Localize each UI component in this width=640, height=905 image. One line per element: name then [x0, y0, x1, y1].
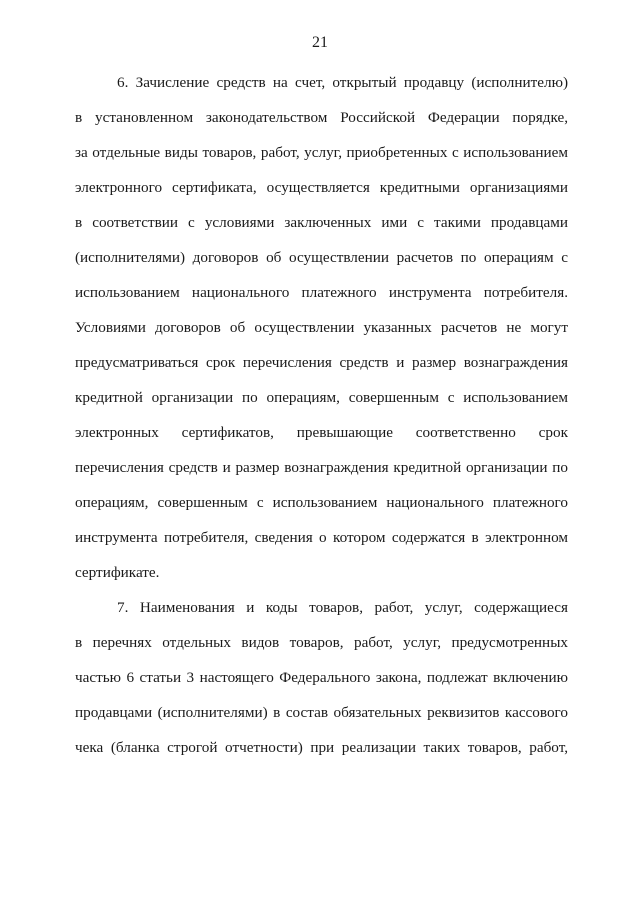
paragraph-6-line: в соответствии с условиями заключенных ими с такими продавцами [75, 214, 568, 231]
paragraph-6-line: Условиями договоров об осуществлении указанных расчетов не могут [75, 319, 568, 336]
paragraph-7-line: 7. Наименования и коды товаров, работ, услуг, содержащиеся [117, 599, 568, 616]
paragraph-7-line: частью 6 статьи 3 настоящего Федерального закона, подлежат включению [75, 669, 568, 686]
paragraph-7-line: продавцами (исполнителями) в состав обязательных реквизитов кассового [75, 704, 568, 721]
paragraph-6-line: (исполнителями) договоров об осуществлении расчетов по операциям с [75, 249, 568, 266]
paragraph-6-line: использованием национального платежного инструмента потребителя. [75, 284, 568, 301]
page-number: 21 [312, 34, 328, 51]
paragraph-6-line: за отдельные виды товаров, работ, услуг, приобретенных с использованием [75, 144, 568, 161]
paragraph-6-line: электронного сертификата, осуществляется кредитными организациями [75, 179, 568, 196]
paragraph-7-line: чека (бланка строгой отчетности) при реализации таких товаров, работ, [75, 739, 568, 756]
paragraph-6-line: 6. Зачисление средств на счет, открытый продавцу (исполнителю) [117, 74, 568, 91]
paragraph-7-line: в перечнях отдельных видов товаров, работ, услуг, предусмотренных [75, 634, 568, 651]
paragraph-6-line: сертификате. [75, 564, 160, 581]
paragraph-6-line: операциям, совершенным с использованием национального платежного [75, 494, 568, 511]
paragraph-6-line: в установленном законодательством Российской Федерации порядке, [75, 109, 568, 126]
paragraph-6-line: кредитной организации по операциям, совершенным с использованием [75, 389, 568, 406]
paragraph-6-line: инструмента потребителя, сведения о котором содержатся в электронном [75, 529, 568, 546]
paragraph-6-line: предусматриваться срок перечисления средств и размер вознаграждения [75, 354, 568, 371]
paragraph-6-line: электронных сертификатов, превышающие соответственно срок [75, 424, 568, 441]
paragraph-6-line: перечисления средств и размер вознаграждения кредитной организации по [75, 459, 568, 476]
